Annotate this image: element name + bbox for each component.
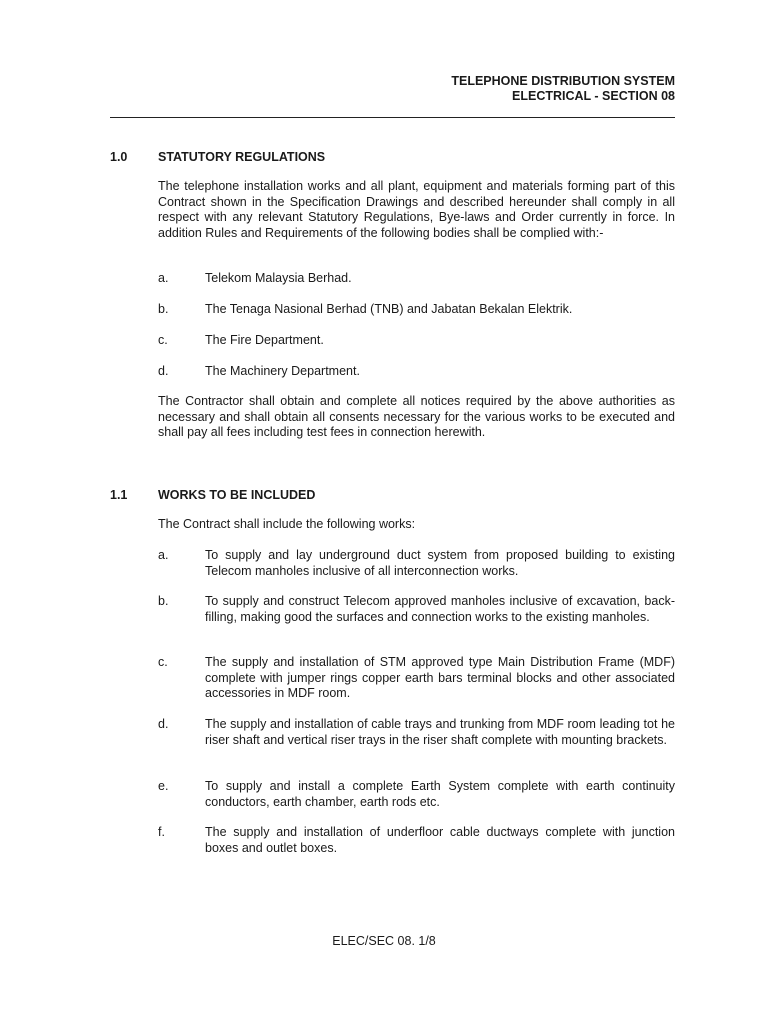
list-item-letter: b.	[158, 594, 169, 608]
section-number: 1.0	[110, 150, 128, 164]
list-item-text: The supply and installation of underfloor cable ductways complete with junction boxes and outlet boxes.	[205, 825, 675, 855]
section-closing: The Contractor shall obtain and complete all notices required by the above authorities as necessary and shall obtain all consents necessary for the various works to be executed and shall pay all fees including test fees in connection herewith.	[158, 394, 675, 440]
list-item-text: Telekom Malaysia Berhad.	[205, 271, 352, 285]
document-header	[451, 74, 675, 104]
list-item-letter: c.	[158, 333, 168, 347]
header-divider	[110, 117, 675, 118]
list-item-text: To supply and construct Telecom approved manholes inclusive of excavation, back-filling, making good the surfaces and connection works to the existing manholes.	[205, 594, 675, 624]
list-item-letter: b.	[158, 302, 169, 316]
header-title: TELEPHONE DISTRIBUTION SYSTEM	[451, 74, 675, 88]
list-item	[158, 271, 675, 287]
list-item-text: The Fire Department.	[205, 333, 324, 347]
list-item-letter: a.	[158, 271, 169, 285]
list-item	[158, 779, 675, 810]
header-subtitle: ELECTRICAL - SECTION 08	[512, 89, 675, 103]
list-item-text: The Machinery Department.	[205, 364, 360, 378]
list-item-letter: d.	[158, 717, 169, 731]
page-footer: ELEC/SEC 08. 1/8	[332, 934, 436, 948]
list-item-text: The supply and installation of cable trays and trunking from MDF room leading tot he riser shaft and vertical riser trays in the riser shaft complete with mounting brackets.	[205, 717, 675, 747]
list-item-letter: e.	[158, 779, 169, 793]
list-item-letter: f.	[158, 825, 165, 839]
section-intro: The Contract shall include the following works:	[158, 517, 416, 531]
list-item-text: The Tenaga Nasional Berhad (TNB) and Jabatan Bekalan Elektrik.	[205, 302, 573, 316]
section-intro: The telephone installation works and all plant, equipment and materials forming part of this Contract shown in the Specification Drawings and described hereunder shall comply in all respect with any relevant Statutory Regulations, Bye-laws and Order currently in force. In addition Rules and Requirements of the following bodies shall be complied with:-	[158, 179, 675, 240]
list-item	[158, 364, 675, 380]
section-title: WORKS TO BE INCLUDED	[158, 488, 316, 502]
list-item-letter: a.	[158, 548, 169, 562]
section-number: 1.1	[110, 488, 128, 502]
list-item-letter: d.	[158, 364, 169, 378]
list-item	[158, 717, 675, 748]
list-item-text: The supply and installation of STM approved type Main Distribution Frame (MDF) complete with jumper rings copper earth bars terminal blocks and other associated accessories in MDF room.	[205, 655, 675, 701]
list-item	[158, 302, 675, 318]
list-item-text: To supply and lay underground duct system from proposed building to existing Telecom manholes inclusive of all interconnection works.	[205, 548, 675, 578]
list-item-letter: c.	[158, 655, 168, 669]
list-item-text: To supply and install a complete Earth System complete with earth continuity conductors, earth chamber, earth rods etc.	[205, 779, 675, 809]
section-title: STATUTORY REGULATIONS	[158, 150, 326, 164]
list-item	[158, 333, 675, 349]
list-item	[158, 594, 675, 625]
list-item	[158, 548, 675, 579]
list-item	[158, 825, 675, 856]
list-item	[158, 655, 675, 702]
